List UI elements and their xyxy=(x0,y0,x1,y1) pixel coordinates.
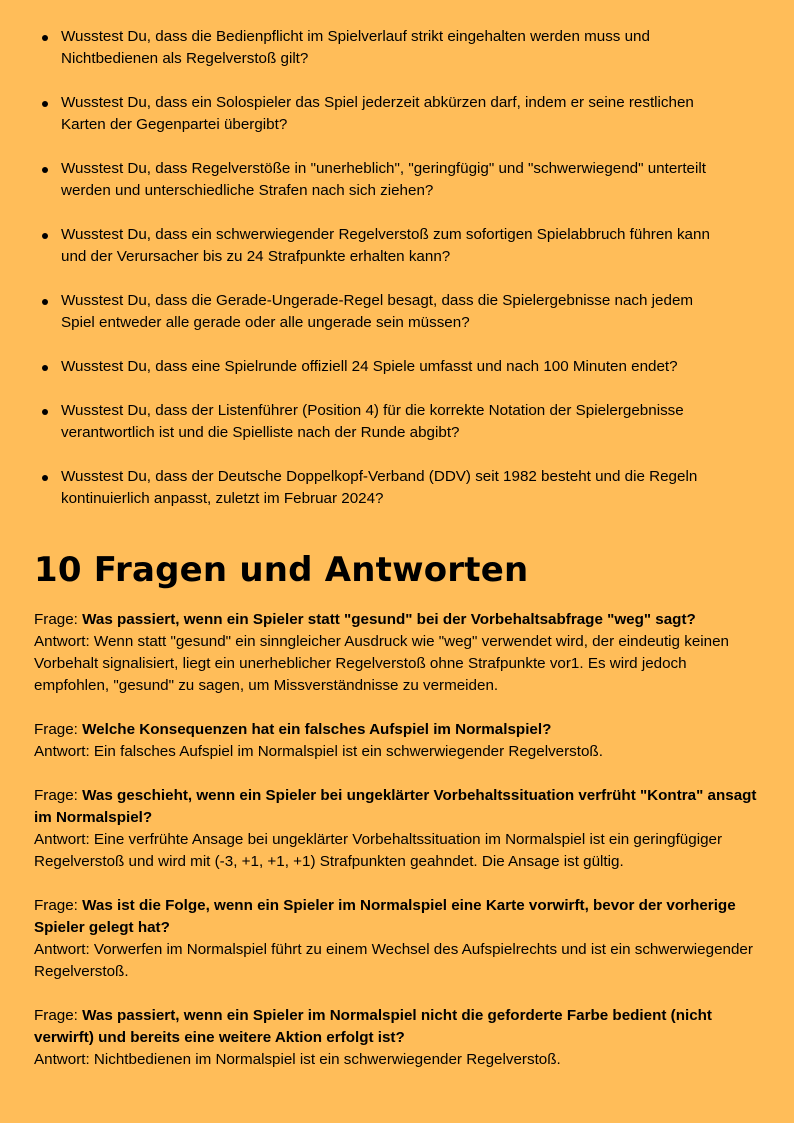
question xyxy=(34,785,758,829)
answer-text: Antwort: Vorwerfen im Normalspiel führt zu einem Wechsel des Aufspielrechts und ist ein schwerwiegender Regelverstoß. xyxy=(34,941,753,980)
question-label: Frage: xyxy=(34,611,83,628)
qa-item xyxy=(34,719,758,763)
list-item xyxy=(0,224,794,268)
fact-text: Wusstest Du, dass eine Spielrunde offiziell 24 Spiele umfasst und nach 100 Minuten endet? xyxy=(61,358,678,375)
answer-text: Antwort: Ein falsches Aufspiel im Normalspiel ist ein schwerwiegender Regelverstoß. xyxy=(34,743,603,760)
fact-text: Wusstest Du, dass ein Solospieler das Spiel jederzeit abkürzen darf, indem er seine restlichen Karten der Gegenpartei übergibt? xyxy=(61,94,694,133)
list-item xyxy=(0,356,794,378)
question-label: Frage: xyxy=(34,721,83,738)
list-item xyxy=(0,466,794,510)
answer-text: Antwort: Nichtbedienen im Normalspiel ist ein schwerwiegender Regelverstoß. xyxy=(34,1051,561,1068)
fact-text: Wusstest Du, dass die Bedienpflicht im Spielverlauf strikt eingehalten werden muss und Nichtbedienen als Regelverstoß gilt? xyxy=(61,28,650,67)
bullet-icon xyxy=(42,233,48,239)
question-text: Was ist die Folge, wenn ein Spieler im Normalspiel eine Karte vorwirft, bevor der vorherige Spieler gelegt hat? xyxy=(34,897,736,936)
fact-text: Wusstest Du, dass ein schwerwiegender Regelverstoß zum sofortigen Spielabbruch führen kann und der Verursacher bis zu 24 Strafpunkte erhalten kann? xyxy=(61,226,710,265)
question xyxy=(34,895,758,939)
bullet-icon xyxy=(42,167,48,173)
bullet-icon xyxy=(42,35,48,41)
fact-text: Wusstest Du, dass die Gerade-Ungerade-Regel besagt, dass die Spielergebnisse nach jedem Spiel entweder alle gerade oder alle ungerade sein müssen? xyxy=(61,292,694,331)
question-label: Frage: xyxy=(34,787,83,804)
bullet-icon xyxy=(42,409,48,415)
bullet-icon xyxy=(42,299,48,305)
answer-text: Antwort: Eine verfrühte Ansage bei ungeklärter Vorbehaltssituation im Normalspiel ist ein geringfügiger Regelverstoß und wird mit (-3, +1, +1, +1) Strafpunkten geahndet. Die Ansage ist gültig. xyxy=(34,831,723,870)
question-text: Was geschieht, wenn ein Spieler bei ungeklärter Vorbehaltssituation verfrüht "Kontra" ansagt im Normalspiel? xyxy=(34,787,757,826)
section-title: 10 Fragen und Antworten xyxy=(34,550,529,590)
did-you-know-list xyxy=(0,26,794,532)
list-item xyxy=(0,158,794,202)
qa-item xyxy=(34,785,758,873)
question-label: Frage: xyxy=(34,1007,83,1024)
list-item xyxy=(0,400,794,444)
question xyxy=(34,719,758,741)
list-item xyxy=(0,92,794,136)
question xyxy=(34,609,758,631)
question-text: Welche Konsequenzen hat ein falsches Aufspiel im Normalspiel? xyxy=(82,721,552,738)
question xyxy=(34,1005,758,1049)
fact-text: Wusstest Du, dass der Deutsche Doppelkopf-Verband (DDV) seit 1982 besteht und die Regeln kontinuierlich anpasst, zuletzt im Februar 2024? xyxy=(61,468,698,507)
question-label: Frage: xyxy=(34,897,83,914)
bullet-icon xyxy=(42,475,48,481)
bullet-icon xyxy=(42,365,48,371)
qa-item xyxy=(34,609,758,697)
question-text: Was passiert, wenn ein Spieler statt "gesund" bei der Vorbehaltsabfrage "weg" sagt? xyxy=(82,611,696,628)
answer-text: Antwort: Wenn statt "gesund" ein sinngleicher Ausdruck wie "weg" verwendet wird, der eindeutig keinen Vorbehalt signalisiert, liegt ein unerheblicher Regelverstoß ohne Strafpunkte vor1. Es wird jedoch empfohlen, "gesund" zu sagen, um Missverständnisse zu vermeiden. xyxy=(34,633,729,694)
list-item xyxy=(0,290,794,334)
qa-list xyxy=(34,609,758,1093)
question-text: Was passiert, wenn ein Spieler im Normalspiel nicht die geforderte Farbe bedient (nicht verwirft) und bereits eine weitere Aktion erfolgt ist? xyxy=(34,1007,712,1046)
bullet-icon xyxy=(42,101,48,107)
fact-text: Wusstest Du, dass der Listenführer (Position 4) für die korrekte Notation der Spielergebnisse verantwortlich ist und die Spielliste nach der Runde abgibt? xyxy=(61,402,684,441)
qa-item xyxy=(34,895,758,983)
qa-item xyxy=(34,1005,758,1071)
list-item xyxy=(0,26,794,70)
fact-text: Wusstest Du, dass Regelverstöße in "unerheblich", "geringfügig" und "schwerwiegend" unterteilt werden und unterschiedliche Strafen nach sich ziehen? xyxy=(61,160,706,199)
